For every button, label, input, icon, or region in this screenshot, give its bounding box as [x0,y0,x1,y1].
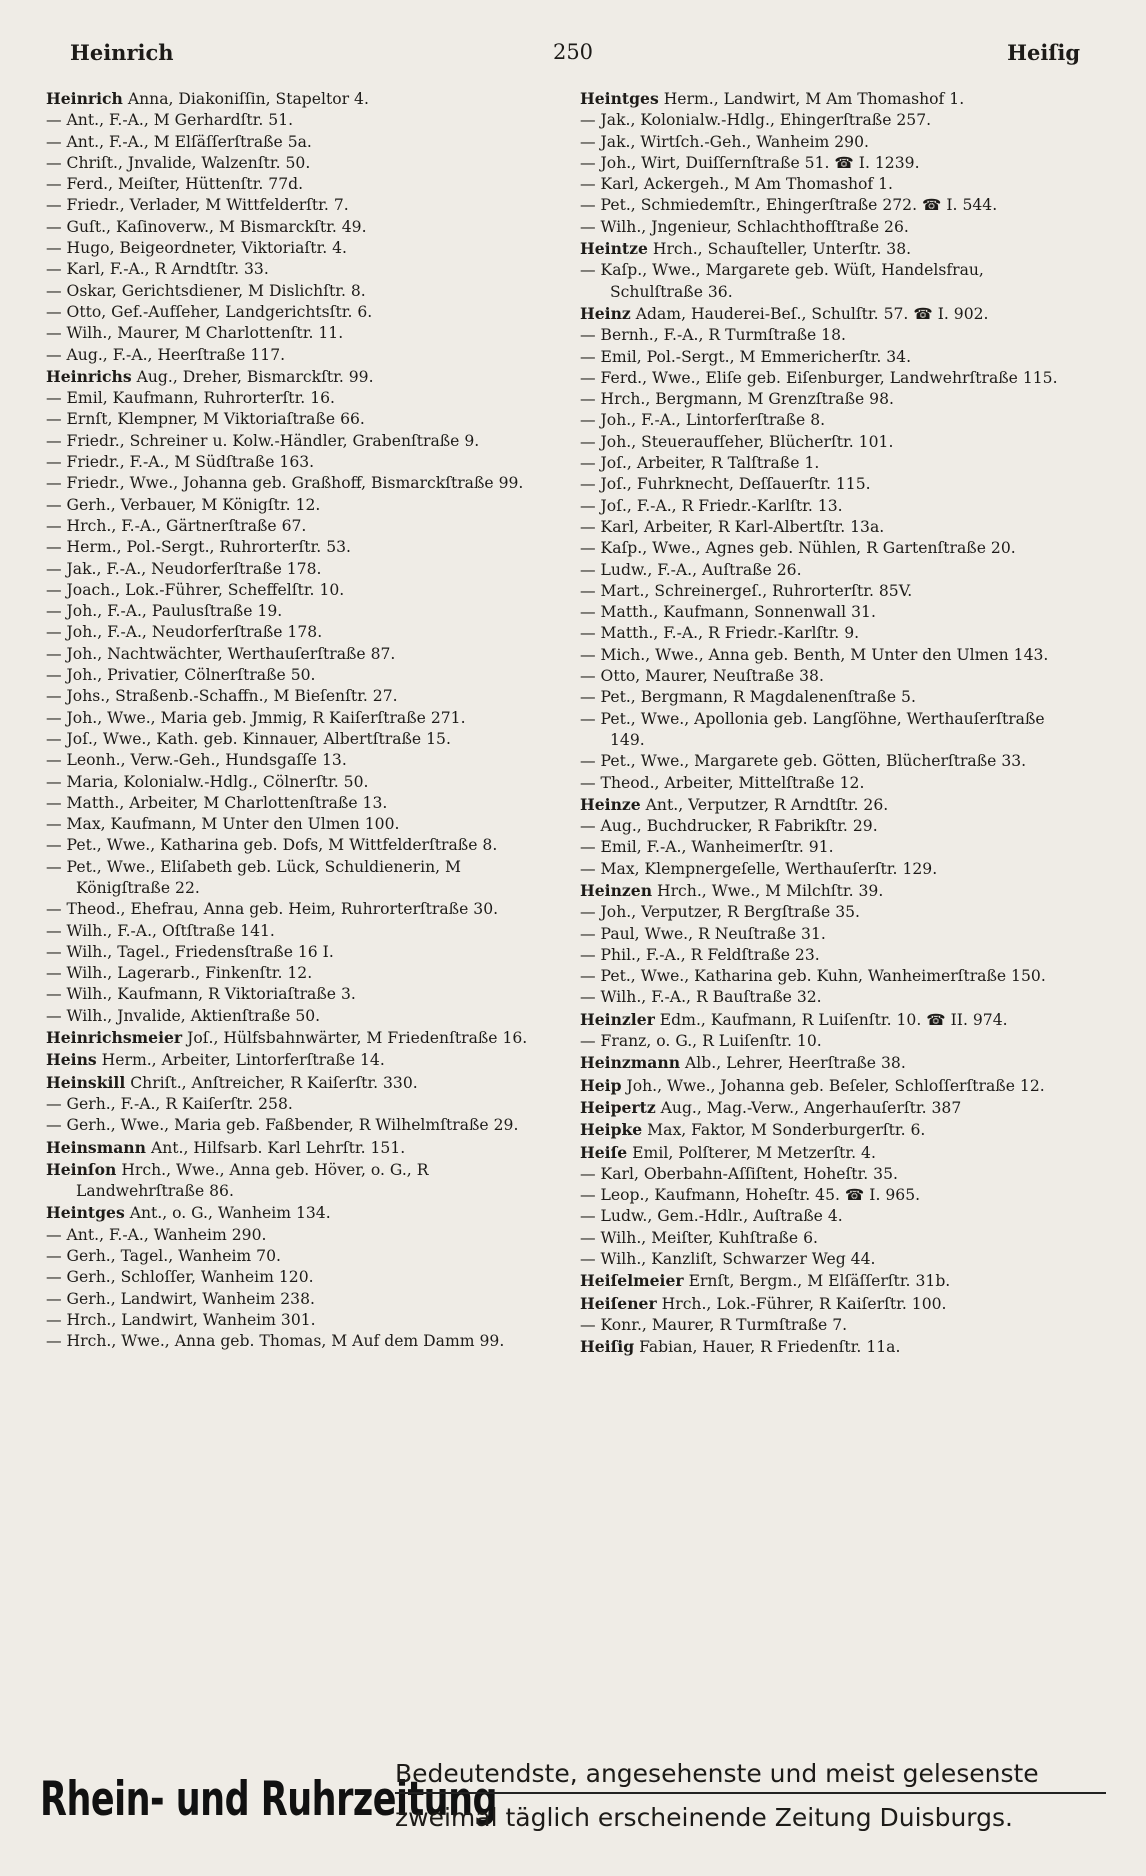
directory-entry: — Wilh., Maurer, M Charlottenſtr. 11. [46,324,344,343]
directory-entry: — Jak., Kolonialw.-Hdlg., Ehingerſtraße 257. [580,111,932,130]
directory-entry: — Joſ., F.-A., R Friedr.-Karlſtr. 13. [580,496,843,515]
directory-entry: Heins Herm., Arbeiter, Lintorferſtraße 14. [46,1050,385,1070]
directory-entry: — Otto, Gef.-Aufſeher, Landgerichtsſtr. 6. [46,302,373,321]
directory-entry: — Joh., F.-A., Paulusſtraße 19. [46,602,283,621]
directory-entry: — Joh., Nachtwächter, Werthauſerſtraße 87. [46,644,396,663]
directory-entry: — Maria, Kolonialw.-Hdlg., Cölnerſtr. 50. [46,772,369,791]
directory-entry: — Aug., Buchdrucker, R Fabrikſtr. 29. [580,817,878,836]
header-right-name: Heiſig [1007,40,1080,65]
directory-entry: — Friedr., Wwe., Johanna geb. Graßhoff, Bismarckſtraße 99. [46,474,524,493]
directory-entry: — Joſ., Wwe., Kath. geb. Kinnauer, Albertſtraße 15. [46,729,451,748]
directory-entry: — Ferd., Meiſter, Hüttenſtr. 77d. [46,175,304,194]
directory-entry: — Jak., Wirtſch.-Geh., Wanheim 290. [580,132,869,151]
directory-entry: — Ferd., Wwe., Eliſe geb. Eiſenburger, Landwehrſtraße 115. [580,368,1058,387]
directory-entry: — Oskar, Gerichtsdiener, M Dislichſtr. 8. [46,281,366,300]
directory-entry: Heinrichs Aug., Dreher, Bismarckſtr. 99. [46,366,374,386]
directory-entry: Heiſe Emil, Polſterer, M Metzerſtr. 4. [580,1142,876,1162]
directory-entry: — Pet., Wwe., Katharina geb. Kuhn, Wanheimerſtraße 150. [580,967,1046,986]
right-column [580,88,1080,1359]
directory-entry: — Ernſt, Klempner, M Viktoriaſtraße 66. [46,410,365,429]
directory-entry: — Paul, Wwe., R Neuſtraße 31. [580,924,826,943]
directory-entry: — Friedr., Schreiner u. Kolw.-Händler, Grabenſtraße 9. [46,431,480,450]
directory-entry: — Matth., F.-A., R Friedr.-Karlſtr. 9. [580,624,860,643]
directory-entry: — Joſ., Arbeiter, R Talſtraße 1. [580,454,820,473]
directory-entry: — Friedr., F.-A., M Südſtraße 163. [46,453,315,472]
directory-entry: — Gerh., Wwe., Maria geb. Faßbender, R Wilhelmſtraße 29. [46,1116,519,1135]
directory-entry: — Otto, Maurer, Neuſtraße 38. [580,667,824,686]
directory-entry: — Matth., Kaufmann, Sonnenwall 31. [580,603,876,622]
ad-brand: Rhein- und Ruhrzeitung [40,1773,498,1827]
directory-entry: — Pet., Bergmann, R Magdalenenſtraße 5. [580,688,916,707]
directory-entry: — Karl, Ackergeh., M Am Thomashof 1. [580,175,893,194]
directory-entry: Heinz Adam, Hauderei-Beſ., Schulſtr. 57. ☎ I. 902. [580,303,989,323]
directory-entry: — Hugo, Beigeordneter, Viktoriaſtr. 4. [46,239,347,258]
directory-entry: — Friedr., Verlader, M Wittfelderſtr. 7. [46,196,349,215]
directory-entry: — Karl, Oberbahn-Aſſiſtent, Hoheſtr. 35. [580,1164,898,1183]
directory-entry: — Joh., Steueraufſeher, Blücherſtr. 101. [580,432,894,451]
directory-entry: Heintze Hrch., Schauſteller, Unterſtr. 38. [580,239,912,259]
directory-entry: — Wilh., Tagel., Friedensſtraße 16 I. [46,942,334,961]
directory-entry: — Ludw., F.-A., Auſtraße 26. [580,560,802,579]
directory-entry: — Joh., Wirt, Duiſſernſtraße 51. ☎ I. 1239. [580,153,920,172]
directory-entry: — Wilh., Meiſter, Kuhſtraße 6. [580,1228,818,1247]
directory-entry: — Max, Kaufmann, M Unter den Ulmen 100. [46,815,400,834]
directory-entry: — Joh., Privatier, Cölnerſtraße 50. [46,666,316,685]
directory-entry: Heipke Max, Faktor, M Sonderburgerſtr. 6. [580,1120,926,1140]
directory-entry: — Ant., F.-A., M Elſäſſerſtraße 5a. [46,132,312,151]
directory-entry: — Herm., Pol.-Sergt., Ruhrorterſtr. 53. [46,538,351,557]
directory-entry: — Konr., Maurer, R Turmſtraße 7. [580,1315,848,1334]
directory-entry: — Franz, o. G., R Luiſenſtr. 10. [580,1032,822,1051]
directory-entry: Heinsmann Ant., Hilfsarb. Karl Lehrſtr. 151. [46,1137,406,1157]
directory-entry: Heintges Ant., o. G., Wanheim 134. [46,1203,331,1223]
directory-entry: — Theod., Ehefrau, Anna geb. Heim, Ruhrorterſtraße 30. [46,900,499,919]
directory-entry: Heiſig Fabian, Hauer, R Friedenſtr. 11a. [580,1337,901,1357]
directory-entry: — Kaſp., Wwe., Margarete geb. Wüſt, Handelsfrau, Schulſtraße 36. [580,261,984,301]
directory-entry: Heiſener Hrch., Lok.-Führer, R Kaiſerſtr. 100. [580,1293,947,1313]
directory-entry: — Matth., Arbeiter, M Charlottenſtraße 13. [46,793,388,812]
directory-entry: — Chriſt., Jnvalide, Walzenſtr. 50. [46,153,311,172]
directory-entry: — Karl, F.-A., R Arndtſtr. 33. [46,260,269,279]
directory-entry: — Wilh., Jngenieur, Schlachthofſtraße 26. [580,217,909,236]
directory-entry: — Gerh., Schloſſer, Wanheim 120. [46,1268,314,1287]
directory-entry: Heinſon Hrch., Wwe., Anna geb. Höver, o. G., R Landwehrſtraße 86. [46,1159,429,1201]
directory-entry: — Wilh., Jnvalide, Aktienſtraße 50. [46,1006,321,1025]
directory-entry: Heip Joh., Wwe., Johanna geb. Beſeler, Schloſſerſtraße 12. [580,1075,1045,1095]
directory-entry: — Wilh., Kaufmann, R Viktoriaſtraße 3. [46,985,356,1004]
directory-entry: — Pet., Wwe., Apollonia geb. Langſöhne, Werthauſerſtraße 149. [580,709,1045,749]
directory-entry: — Leonh., Verw.-Geh., Hundsgaſſe 13. [46,751,347,770]
directory-entry: — Wilh., F.-A., R Bauſtraße 32. [580,988,822,1007]
directory-entry: — Joh., F.-A., Lintorferſtraße 8. [580,411,826,430]
directory-entry: — Ant., F.-A., Wanheim 290. [46,1225,267,1244]
page-number: 250 [552,40,594,64]
directory-entry: — Mart., Schreinergeſ., Ruhrorterſtr. 85V. [580,581,913,600]
directory-entry: — Ludw., Gem.-Hdlr., Auſtraße 4. [580,1207,843,1226]
directory-entry: Heinzler Edm., Kaufmann, R Luiſenſtr. 10. ☎ II. 974. [580,1009,1008,1029]
directory-entry: — Wilh., F.-A., Oſtſtraße 141. [46,921,275,940]
header-left-name: Heinrich [70,40,174,65]
directory-entry: Heintges Herm., Landwirt, M Am Thomashof 1. [580,89,965,108]
directory-entry: — Gerh., Verbauer, M Königſtr. 12. [46,495,321,514]
directory-entry: Heinzen Hrch., Wwe., M Milchſtr. 39. [580,880,884,900]
directory-entry: — Emil, F.-A., Wanheimerſtr. 91. [580,838,834,857]
directory-entry: — Guſt., Kaſinoverw., M Bismarckſtr. 49. [46,217,367,236]
directory-entry: — Joſ., Fuhrknecht, Deſſauerſtr. 115. [580,475,871,494]
directory-entry: — Aug., F.-A., Heerſtraße 117. [46,345,286,364]
directory-entry: — Hrch., Wwe., Anna geb. Thomas, M Auf dem Damm 99. [46,1332,505,1351]
directory-entry: — Hrch., Landwirt, Wanheim 301. [46,1310,316,1329]
directory-entry: — Pet., Wwe., Margarete geb. Götten, Blücherſtraße 33. [580,752,1027,771]
directory-entry: — Max, Klempnergeſelle, Werthauſerſtr. 129. [580,859,938,878]
directory-entry: Heinrichsmeier Joſ., Hülfsbahnwärter, M Friedenſtraße 16. [46,1028,528,1048]
directory-entry: — Hrch., F.-A., Gärtnerſtraße 67. [46,516,307,535]
directory-entry: — Wilh., Kanzliſt, Schwarzer Weg 44. [580,1250,876,1269]
advertisement-banner [40,1752,1106,1848]
directory-entry: — Joh., F.-A., Neudorferſtraße 178. [46,623,323,642]
directory-entry: — Emil, Pol.-Sergt., M Emmericherſtr. 34. [580,347,912,366]
directory-entry: — Emil, Kaufmann, Ruhrorterſtr. 16. [46,389,336,408]
directory-entry: Heinze Ant., Verputzer, R Arndtſtr. 26. [580,794,889,814]
directory-entry: — Wilh., Lagerarb., Finkenſtr. 12. [46,964,313,983]
directory-entry: — Phil., F.-A., R Feldſtraße 23. [580,945,820,964]
directory-entry: — Kaſp., Wwe., Agnes geb. Nühlen, R Gartenſtraße 20. [580,539,1016,558]
ad-slogan-line1: Bedeutendste, angesehenste und meist gelesenste [395,1756,1106,1794]
page-header [40,40,1106,80]
directory-entry: — Pet., Wwe., Katharina geb. Dofs, M Wittfelderſtraße 8. [46,836,498,855]
directory-entry: — Ant., F.-A., M Gerhardſtr. 51. [46,111,294,130]
directory-entry: — Johs., Straßenb.-Schaffn., M Bieſenſtr. 27. [46,687,398,706]
directory-entry: — Jak., F.-A., Neudorferſtraße 178. [46,559,322,578]
left-column [46,88,546,1353]
ad-slogan-line2: zweimal täglich erscheinende Zeitung Duisburgs. [395,1803,1013,1832]
directory-entry: Heiſelmeier Ernſt, Bergm., M Elſäſſerſtr. 31b. [580,1271,951,1291]
directory-entry: — Joach., Lok.-Führer, Scheffelſtr. 10. [46,580,345,599]
directory-entry: — Gerh., F.-A., R Kaiſerſtr. 258. [46,1094,293,1113]
directory-entry: — Joh., Verputzer, R Bergſtraße 35. [580,903,861,922]
directory-entry: Heipertz Aug., Mag.-Verw., Angerhauſerſtr. 387 [580,1097,962,1117]
directory-entry: — Pet., Wwe., Eliſabeth geb. Lück, Schuldienerin, M Königſtraße 22. [46,857,462,897]
directory-entry: — Karl, Arbeiter, R Karl-Albertſtr. 13a. [580,517,885,536]
directory-entry: Heinrich Anna, Diakoniſſin, Stapeltor 4. [46,89,369,108]
directory-entry: — Bernh., F.-A., R Turmſtraße 18. [580,326,846,345]
directory-entry: — Pet., Schmiedemſtr., Ehingerſtraße 272. ☎ I. 544. [580,196,998,215]
directory-entry: — Theod., Arbeiter, Mittelſtraße 12. [580,773,865,792]
directory-entry: Heinskill Chriſt., Anſtreicher, R Kaiſerſtr. 330. [46,1072,418,1092]
directory-entry: Heinzmann Alb., Lehrer, Heerſtraße 38. [580,1053,906,1073]
directory-entry: — Leop., Kaufmann, Hoheſtr. 45. ☎ I. 965. [580,1186,921,1205]
directory-entry: — Gerh., Landwirt, Wanheim 238. [46,1289,315,1308]
directory-entry: — Mich., Wwe., Anna geb. Benth, M Unter den Ulmen 143. [580,645,1049,664]
directory-entry: — Joh., Wwe., Maria geb. Jmmig, R Kaiſerſtraße 271. [46,708,466,727]
directory-entry: — Hrch., Bergmann, M Grenzſtraße 98. [580,390,894,409]
directory-entry: — Gerh., Tagel., Wanheim 70. [46,1247,281,1266]
